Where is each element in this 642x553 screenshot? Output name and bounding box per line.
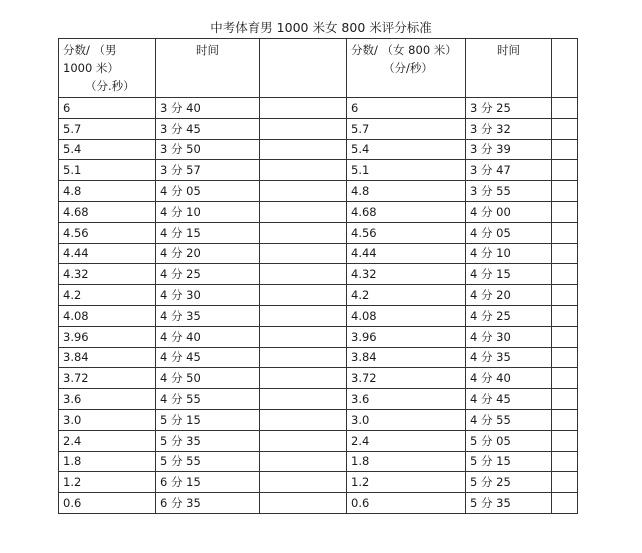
female-score-cell: 4.44: [347, 243, 466, 264]
header-female-score-line1: 分数/ （女 800 米）: [351, 43, 457, 57]
empty-cell: [552, 368, 578, 389]
table-row: [59, 368, 578, 389]
empty-cell: [552, 409, 578, 430]
table-row: [59, 409, 578, 430]
empty-cell: [260, 222, 347, 243]
empty-cell: [260, 118, 347, 139]
table-row: [59, 243, 578, 264]
female-score-cell: 1.2: [347, 472, 466, 493]
table-row: [59, 201, 578, 222]
female-time-cell: 4 分 55: [466, 409, 552, 430]
male-time-cell: 3 分 40: [156, 98, 260, 119]
table-row: [59, 389, 578, 410]
male-time-cell: 5 分 35: [156, 430, 260, 451]
table-row: [59, 472, 578, 493]
header-empty-cell: [260, 39, 347, 98]
header-male-score-line2: 1000 米）: [63, 61, 119, 75]
male-time-cell: 4 分 05: [156, 181, 260, 202]
header-female-score-line2: （分/秒）: [383, 61, 433, 75]
female-score-cell: 5.4: [347, 139, 466, 160]
empty-cell: [260, 430, 347, 451]
male-score-cell: 4.8: [59, 181, 156, 202]
female-time-cell: 3 分 47: [466, 160, 552, 181]
table-row: [59, 98, 578, 119]
male-score-cell: 4.56: [59, 222, 156, 243]
female-time-cell: 4 分 05: [466, 222, 552, 243]
table-row: [59, 451, 578, 472]
table-row: [59, 430, 578, 451]
empty-cell: [260, 368, 347, 389]
empty-cell: [552, 451, 578, 472]
empty-cell: [260, 305, 347, 326]
table-header-row: [59, 39, 578, 98]
female-time-cell: 4 分 25: [466, 305, 552, 326]
female-score-cell: 0.6: [347, 493, 466, 514]
male-score-cell: 3.0: [59, 409, 156, 430]
male-score-cell: 3.96: [59, 326, 156, 347]
empty-cell: [552, 389, 578, 410]
female-time-cell: 5 分 35: [466, 493, 552, 514]
male-time-cell: 3 分 57: [156, 160, 260, 181]
empty-cell: [552, 430, 578, 451]
header-male-score: [59, 39, 156, 98]
male-time-cell: 5 分 15: [156, 409, 260, 430]
scoring-table: [58, 38, 578, 514]
male-time-cell: 5 分 55: [156, 451, 260, 472]
empty-cell: [260, 347, 347, 368]
empty-cell: [552, 160, 578, 181]
header-male-score-line1: 分数/ （男: [63, 43, 117, 57]
male-time-cell: 3 分 50: [156, 139, 260, 160]
male-score-cell: 4.08: [59, 305, 156, 326]
male-time-cell: 4 分 20: [156, 243, 260, 264]
female-score-cell: 4.68: [347, 201, 466, 222]
male-score-cell: 4.32: [59, 264, 156, 285]
male-time-cell: 4 分 25: [156, 264, 260, 285]
header-female-time: 时间: [466, 39, 552, 98]
empty-cell: [552, 222, 578, 243]
female-time-cell: 3 分 32: [466, 118, 552, 139]
table-row: [59, 285, 578, 306]
male-time-cell: 4 分 35: [156, 305, 260, 326]
male-score-cell: 1.2: [59, 472, 156, 493]
male-time-cell: 4 分 30: [156, 285, 260, 306]
header-empty-cell: [552, 39, 578, 98]
empty-cell: [552, 285, 578, 306]
empty-cell: [260, 181, 347, 202]
male-score-cell: 5.1: [59, 160, 156, 181]
male-score-cell: 4.68: [59, 201, 156, 222]
male-time-cell: 6 分 35: [156, 493, 260, 514]
female-score-cell: 3.96: [347, 326, 466, 347]
female-time-cell: 3 分 39: [466, 139, 552, 160]
header-female-score: [347, 39, 466, 98]
male-time-cell: 4 分 50: [156, 368, 260, 389]
empty-cell: [260, 243, 347, 264]
male-score-cell: 4.2: [59, 285, 156, 306]
female-time-cell: 3 分 55: [466, 181, 552, 202]
header-male-time: 时间: [156, 39, 260, 98]
table-row: [59, 118, 578, 139]
empty-cell: [260, 201, 347, 222]
female-score-cell: 4.56: [347, 222, 466, 243]
male-score-cell: 3.84: [59, 347, 156, 368]
empty-cell: [552, 472, 578, 493]
header-male-score-line3: （分.秒）: [85, 79, 135, 93]
male-score-cell: 3.6: [59, 389, 156, 410]
empty-cell: [260, 472, 347, 493]
female-score-cell: 4.2: [347, 285, 466, 306]
male-score-cell: 6: [59, 98, 156, 119]
male-time-cell: 4 分 10: [156, 201, 260, 222]
empty-cell: [552, 118, 578, 139]
male-time-cell: 4 分 55: [156, 389, 260, 410]
male-time-cell: 6 分 15: [156, 472, 260, 493]
empty-cell: [552, 493, 578, 514]
female-score-cell: 6: [347, 98, 466, 119]
table-row: [59, 326, 578, 347]
table-row: [59, 160, 578, 181]
male-score-cell: 5.4: [59, 139, 156, 160]
table-row: [59, 181, 578, 202]
table-row: [59, 305, 578, 326]
female-time-cell: 4 分 45: [466, 389, 552, 410]
female-time-cell: 3 分 25: [466, 98, 552, 119]
empty-cell: [552, 201, 578, 222]
table-row: [59, 493, 578, 514]
male-time-cell: 3 分 45: [156, 118, 260, 139]
empty-cell: [260, 326, 347, 347]
female-score-cell: 1.8: [347, 451, 466, 472]
empty-cell: [552, 326, 578, 347]
male-score-cell: 0.6: [59, 493, 156, 514]
table-row: [59, 139, 578, 160]
female-time-cell: 4 分 10: [466, 243, 552, 264]
empty-cell: [260, 409, 347, 430]
female-time-cell: 4 分 20: [466, 285, 552, 306]
female-score-cell: 4.32: [347, 264, 466, 285]
empty-cell: [260, 285, 347, 306]
empty-cell: [260, 264, 347, 285]
document-title: 中考体育男 1000 米女 800 米评分标准: [210, 20, 432, 35]
female-time-cell: 4 分 00: [466, 201, 552, 222]
female-time-cell: 5 分 15: [466, 451, 552, 472]
table-row: [59, 347, 578, 368]
male-score-cell: 4.44: [59, 243, 156, 264]
female-score-cell: 2.4: [347, 430, 466, 451]
empty-cell: [552, 305, 578, 326]
male-score-cell: 1.8: [59, 451, 156, 472]
female-score-cell: 3.72: [347, 368, 466, 389]
female-time-cell: 4 分 30: [466, 326, 552, 347]
male-time-cell: 4 分 40: [156, 326, 260, 347]
female-time-cell: 5 分 05: [466, 430, 552, 451]
table-row: [59, 264, 578, 285]
empty-cell: [552, 98, 578, 119]
male-score-cell: 2.4: [59, 430, 156, 451]
male-time-cell: 4 分 15: [156, 222, 260, 243]
male-time-cell: 4 分 45: [156, 347, 260, 368]
empty-cell: [260, 389, 347, 410]
male-score-cell: 5.7: [59, 118, 156, 139]
male-score-cell: 3.72: [59, 368, 156, 389]
empty-cell: [552, 264, 578, 285]
female-score-cell: 5.7: [347, 118, 466, 139]
female-time-cell: 5 分 25: [466, 472, 552, 493]
female-time-cell: 4 分 40: [466, 368, 552, 389]
empty-cell: [552, 181, 578, 202]
empty-cell: [552, 243, 578, 264]
empty-cell: [260, 139, 347, 160]
empty-cell: [260, 98, 347, 119]
female-score-cell: 3.6: [347, 389, 466, 410]
empty-cell: [260, 451, 347, 472]
empty-cell: [260, 493, 347, 514]
empty-cell: [260, 160, 347, 181]
female-time-cell: 4 分 35: [466, 347, 552, 368]
female-score-cell: 5.1: [347, 160, 466, 181]
female-score-cell: 3.0: [347, 409, 466, 430]
table-row: [59, 222, 578, 243]
female-score-cell: 4.08: [347, 305, 466, 326]
female-score-cell: 4.8: [347, 181, 466, 202]
female-score-cell: 3.84: [347, 347, 466, 368]
female-time-cell: 4 分 15: [466, 264, 552, 285]
empty-cell: [552, 139, 578, 160]
empty-cell: [552, 347, 578, 368]
